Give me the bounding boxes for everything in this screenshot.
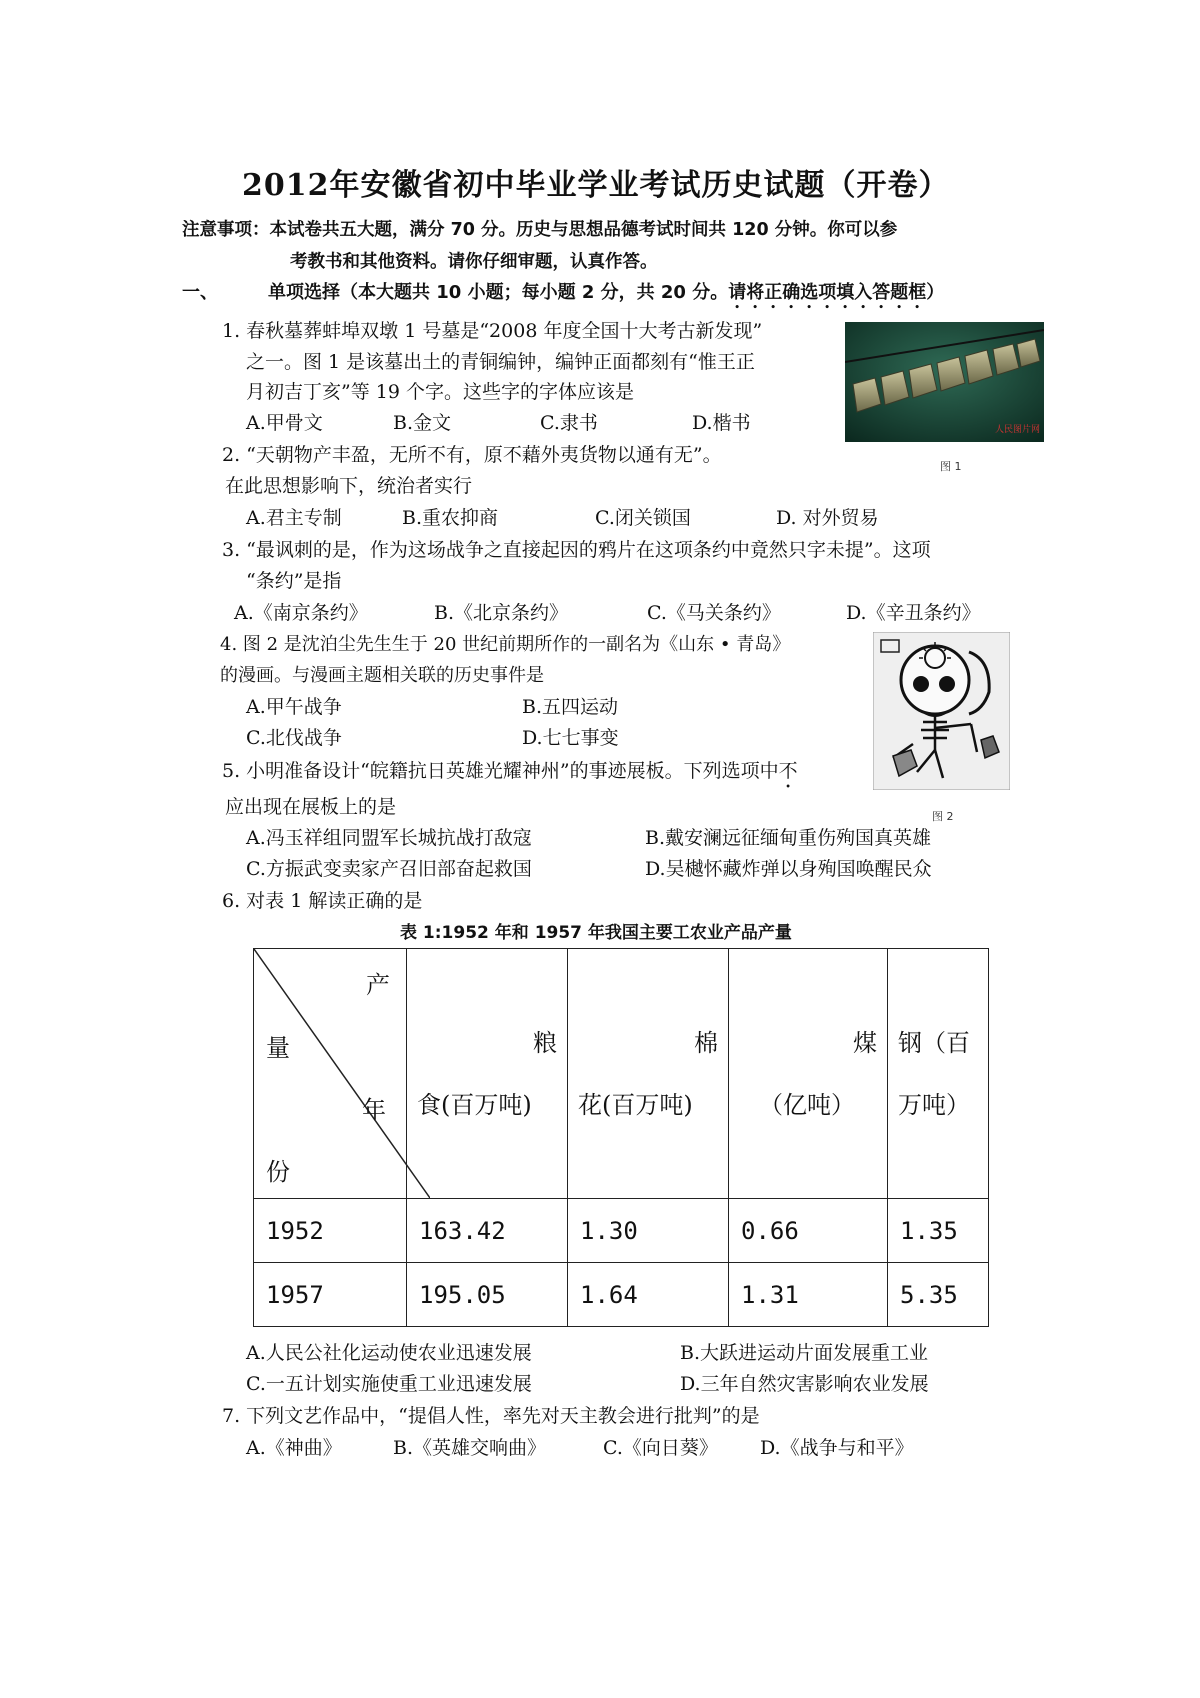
header-steel	[888, 949, 989, 1199]
q4-line-1: 4. 图 2 是沈泊尘先生生于 20 世纪前期所作的一副名为《山东 • 青岛》	[220, 634, 791, 655]
q3-line-1: 3. “最讽刺的是，作为这场战争之直接起因的鸦片在这项条约中竟然只字未提”。这项	[222, 539, 931, 561]
q2-option-c: C.闭关锁国	[595, 507, 691, 529]
q6-option-c: C.一五计划实施使重工业迅速发展	[246, 1373, 532, 1395]
row-1952-year: 1952	[254, 1199, 407, 1263]
q3-option-a: A.《南京条约》	[234, 602, 368, 624]
q5-option-b: B.戴安澜远征缅甸重伤殉国真英雄	[645, 827, 932, 849]
table-row	[254, 1263, 989, 1327]
q6-line-1: 6. 对表 1 解读正确的是	[222, 890, 423, 912]
q3-option-c: C.《马关条约》	[647, 602, 781, 624]
page-title: 2012年安徽省初中毕业学业考试历史试题（开卷）	[242, 168, 950, 203]
q7-option-d: D.《战争与和平》	[760, 1437, 914, 1459]
notice-line-1: 注意事项：本试卷共五大题，满分 70 分。历史与思想品德考试时间共 120 分钟。你可以参	[182, 220, 898, 240]
q3-option-d: D.《辛丑条约》	[846, 602, 981, 624]
figure-1-caption: 图 1	[940, 460, 962, 473]
corner-label-1: 产	[366, 971, 390, 999]
q6-option-d: D.三年自然灾害影响农业发展	[680, 1373, 929, 1395]
q1-line-1: 1. 春秋墓葬蚌埠双墩 1 号墓是“2008 年度全国十大考古新发现”	[222, 320, 763, 342]
header-grain-line-2: 食(百万吨)	[417, 1090, 532, 1119]
section-number: 一、	[182, 282, 218, 303]
q7-option-c: C.《向日葵》	[603, 1437, 718, 1459]
row-1952-coal: 0.66	[729, 1199, 888, 1263]
production-table	[253, 948, 989, 1327]
row-1957-cotton: 1.64	[568, 1263, 729, 1327]
row-1952-cotton: 1.30	[568, 1199, 729, 1263]
q3-line-2: “条约”是指	[246, 570, 342, 592]
q1-option-d: D.楷书	[692, 412, 751, 434]
q7-option-b: B.《英雄交响曲》	[393, 1437, 547, 1459]
q5-option-a: A.冯玉祥组同盟军长城抗战打敌寇	[246, 827, 532, 849]
header-cotton	[568, 949, 729, 1199]
q2-option-d: D. 对外贸易	[776, 507, 879, 529]
q5-line-1-text: 5. 小明准备设计“皖籍抗日英雄光耀神州”的事迹展板。下列选项中	[222, 760, 779, 782]
q7-line-1: 7. 下列文艺作品中，“提倡人性，率先对天主教会进行批判”的是	[222, 1405, 760, 1427]
q4-option-b: B.五四运动	[522, 696, 619, 718]
q4-option-d: D.七七事变	[522, 727, 619, 749]
q4-option-c: C.北伐战争	[246, 727, 342, 749]
figure-2-cartoon	[873, 632, 1010, 790]
row-1957-grain: 195.05	[407, 1263, 568, 1327]
corner-label-2: 量	[266, 1034, 290, 1062]
section-label-post: ）	[926, 282, 945, 303]
figure-1-bronze-bells-photo	[845, 322, 1044, 442]
header-grain-line-1: 粮	[533, 1028, 557, 1057]
q5-option-d: D.吴樾怀藏炸弹以身殉国唤醒民众	[645, 858, 932, 880]
figure-2-caption: 图 2	[932, 810, 954, 823]
skeleton-cartoon-image	[873, 632, 1010, 790]
table-caption: 表 1:1952 年和 1957 年我国主要工农业产品产量	[400, 923, 792, 943]
q5-emphasis-not: 不	[778, 760, 798, 782]
header-cotton-line-1: 棉	[694, 1028, 718, 1057]
q5-line-1	[222, 756, 798, 793]
notice-line-2: 考教书和其他资料。请你仔细审题，认真作答。	[290, 252, 658, 272]
q2-option-a: A.君主专制	[246, 507, 342, 529]
section-label-emphasis: 请将正确选项填入答题框	[728, 282, 927, 303]
q4-option-a: A.甲午战争	[246, 696, 342, 718]
row-1952-grain: 163.42	[407, 1199, 568, 1263]
header-coal	[729, 949, 888, 1199]
q5-option-c: C.方振武变卖家产召旧部奋起救国	[246, 858, 532, 880]
row-1957-steel: 5.35	[888, 1263, 989, 1327]
q2-line-2: 在此思想影响下，统治者实行	[225, 475, 473, 497]
q7-option-a: A.《神曲》	[246, 1437, 342, 1459]
header-steel-line-2: 万吨）	[898, 1090, 970, 1119]
q6-option-a: A.人民公社化运动使农业迅速发展	[246, 1342, 532, 1364]
table-header-row	[254, 949, 989, 1199]
row-1957-year: 1957	[254, 1263, 407, 1327]
section-label-pre: 单项选择（本大题共 10 小题；每小题 2 分，共 20 分。	[268, 282, 729, 303]
q5-line-2: 应出现在展板上的是	[225, 796, 397, 818]
q6-option-b: B.大跃进运动片面发展重工业	[680, 1342, 929, 1364]
q2-line-1: 2. “天朝物产丰盈，无所不有，原不藉外夷货物以通有无”。	[222, 444, 722, 466]
header-coal-line-2: （亿吨）	[759, 1090, 855, 1119]
q1-line-2: 之一。图 1 是该墓出土的青铜编钟，编钟正面都刻有“惟王正	[246, 351, 755, 373]
bronze-bells-image	[845, 322, 1044, 442]
q1-option-b: B.金文	[393, 412, 452, 434]
figure-1-watermark: 人民图片网	[995, 425, 1041, 435]
q3-option-b: B.《北京条约》	[434, 602, 569, 624]
q1-line-3: 月初吉丁亥”等 19 个字。这些字的字体应该是	[246, 381, 634, 403]
header-cotton-line-2: 花(百万吨)	[578, 1090, 693, 1119]
header-grain	[407, 949, 568, 1199]
q4-line-2: 的漫画。与漫画主题相关联的历史事件是	[220, 665, 544, 686]
q1-option-c: C.隶书	[540, 412, 598, 434]
corner-label-4: 份	[266, 1158, 290, 1186]
q2-option-b: B.重农抑商	[402, 507, 499, 529]
q1-option-a: A.甲骨文	[246, 412, 323, 434]
table-row	[254, 1199, 989, 1263]
row-1957-coal: 1.31	[729, 1263, 888, 1327]
header-coal-line-1: 煤	[853, 1028, 877, 1057]
section-heading	[268, 278, 944, 313]
header-steel-line-1: 钢（百	[898, 1028, 970, 1057]
table-corner-cell	[254, 949, 407, 1199]
row-1952-steel: 1.35	[888, 1199, 989, 1263]
corner-label-3: 年	[362, 1096, 386, 1124]
